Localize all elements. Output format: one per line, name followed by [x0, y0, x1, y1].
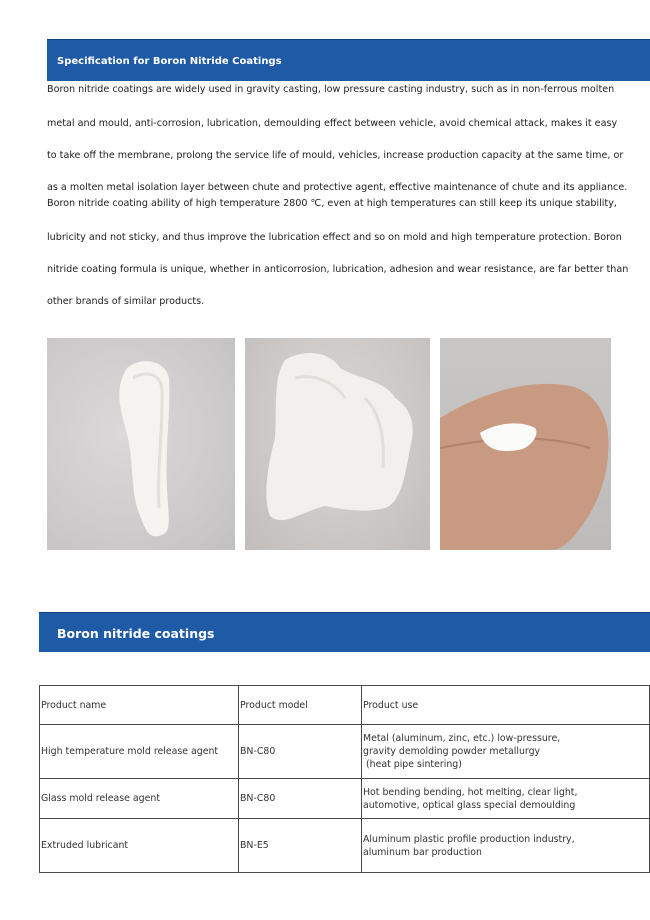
paragraph-line: other brands of similar products.	[47, 296, 205, 307]
products-table	[39, 685, 650, 873]
table-row	[40, 725, 650, 779]
product-use-line: aluminum bar production	[363, 846, 482, 858]
header-cell-product-model: Product model	[239, 686, 362, 725]
product-use-line: Metal (aluminum, zinc, etc.) low-pressure,	[363, 733, 561, 744]
paragraph-line: Boron nitride coatings are widely used in gravity casting, low pressure casting industry, such as in non-ferrous molten	[47, 84, 615, 95]
coating-smear-wide-photo	[245, 338, 430, 550]
paragraph-line: nitride coating formula is unique, whether in anticorrosion, lubrication, adhesion and wear resistance, are far better than	[47, 264, 629, 275]
header-cell-product-name: Product name	[40, 686, 239, 725]
product-use-line: automotive, optical glass special demoulding	[363, 799, 576, 811]
product-model-cell: BN-C80	[239, 779, 362, 819]
product-name-cell: Extruded lubricant	[40, 819, 239, 873]
table-header-row	[40, 686, 650, 725]
paragraph-line: metal and mould, anti-corrosion, lubrication, demoulding effect between vehicle, avoid chemical attack, makes it easy	[47, 118, 618, 129]
product-use-cell	[362, 819, 650, 873]
product-use-cell	[362, 779, 650, 819]
coating-smear-narrow-photo	[47, 338, 235, 550]
product-model-cell: BN-C80	[239, 725, 362, 779]
product-name-cell: High temperature mold release agent	[40, 725, 239, 779]
product-use-line: Hot bending bending, hot melting, clear light,	[363, 786, 578, 798]
table-row	[40, 779, 650, 819]
coating-on-hand-photo	[440, 338, 611, 550]
spec-section-heading: Specification for Boron Nitride Coatings	[47, 39, 650, 81]
paragraph-line: to take off the membrane, prolong the service life of mould, vehicles, increase production capacity at the same time, or	[47, 150, 624, 161]
paragraph-line: lubricity and not sticky, and thus improve the lubrication effect and so on mold and high temperature protection. Boron	[47, 232, 622, 243]
product-name-cell: Glass mold release agent	[40, 779, 239, 819]
product-use-line: (heat pipe sintering)	[363, 759, 462, 770]
table-row	[40, 819, 650, 873]
header-cell-product-use: Product use	[362, 686, 650, 725]
product-use-line: gravity demolding powder metallurgy	[363, 746, 541, 757]
paragraph-line: as a molten metal isolation layer between chute and protective agent, effective maintenance of chute and its appliance.	[47, 182, 628, 193]
product-use-line: Aluminum plastic profile production industry,	[363, 833, 575, 845]
product-model-cell: BN-E5	[239, 819, 362, 873]
paragraph-line: Boron nitride coating ability of high temperature 2800 ℃, even at high temperatures can still keep its unique stability,	[47, 198, 617, 209]
product-use-cell	[362, 725, 650, 779]
products-section-heading: Boron nitride coatings	[39, 612, 650, 652]
